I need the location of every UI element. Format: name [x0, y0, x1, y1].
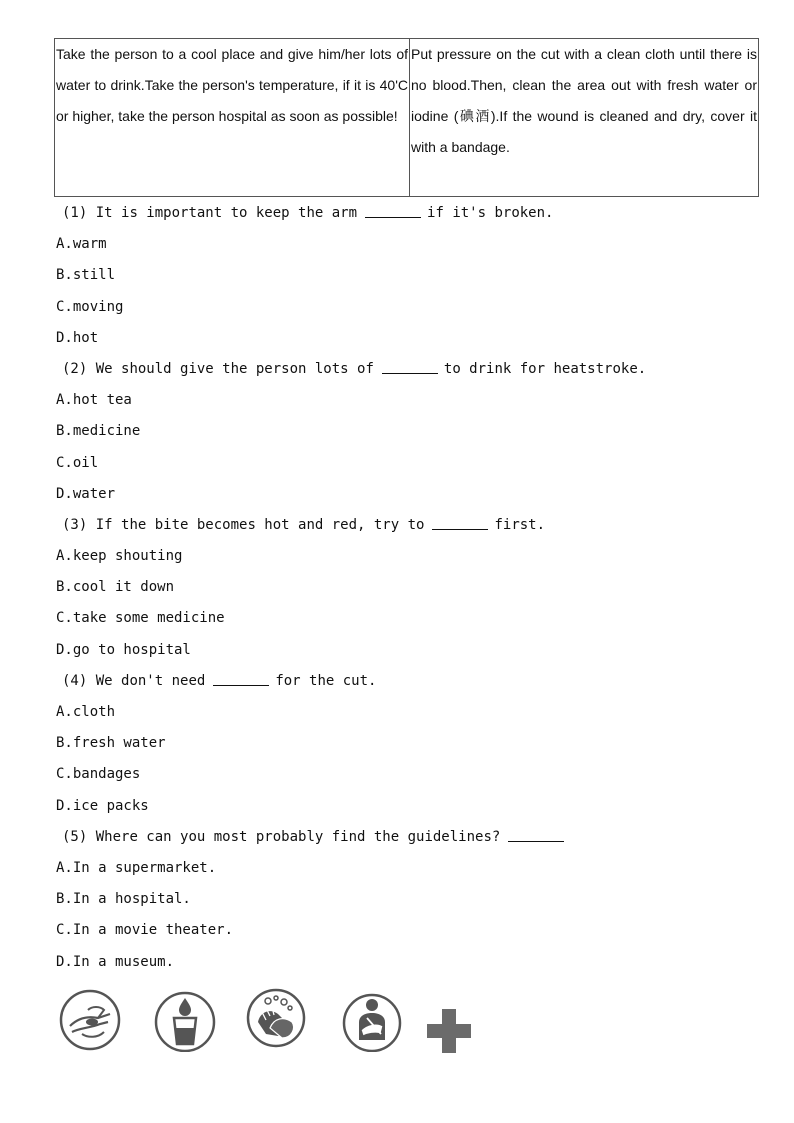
option-b[interactable]: B.In a hospital.	[56, 891, 191, 908]
helping-hands-icon	[58, 988, 122, 1052]
question-stem-end: first.	[494, 516, 546, 533]
answer-blank[interactable]	[508, 827, 564, 842]
option-a[interactable]: A.cloth	[56, 704, 116, 720]
question-stem-end: if it's broken.	[427, 205, 554, 221]
question-stem: We should give the person lots of	[95, 360, 374, 377]
option-b[interactable]: B.fresh water	[56, 735, 166, 752]
option-c[interactable]: C.take some medicine	[56, 610, 225, 627]
question-list	[56, 198, 756, 978]
question-2	[56, 354, 756, 385]
question-number: (5)	[62, 828, 88, 845]
cut-guideline-text: Put pressure on the cut with a clean cloth until there is no blood.Then, clean the area out with fresh water or iodine (碘酒).If the wound is cleaned and dry, cover it with a bandage.	[411, 46, 757, 155]
option-c[interactable]: C.moving	[56, 298, 124, 315]
option-c[interactable]: C.oil	[56, 454, 99, 471]
answer-blank[interactable]	[365, 203, 421, 218]
question-4	[56, 666, 756, 697]
option-d[interactable]: D.go to hospital	[56, 641, 191, 658]
answer-blank[interactable]	[213, 671, 269, 686]
heatstroke-guideline-text: Take the person to a cool place and give him/her lots of water to drink.Take the person's temperature, if it is 40'C or higher, take the person hospital as soon as possible!	[56, 46, 408, 124]
answer-blank[interactable]	[382, 359, 438, 374]
question-stem: If the bite becomes hot and red, try to	[95, 516, 425, 533]
question-number: (2)	[62, 360, 88, 377]
option-a[interactable]: A.keep shouting	[56, 548, 183, 565]
question-5	[56, 822, 756, 853]
washing-hands-icon	[246, 988, 310, 1052]
first-aid-icon-row	[58, 988, 498, 1058]
option-d[interactable]: D.ice packs	[56, 797, 149, 814]
heatstroke-guideline-cell	[55, 39, 410, 197]
question-stem-end: for the cut.	[275, 672, 377, 689]
question-stem: Where can you most probably find the guidelines?	[95, 828, 501, 845]
guidelines-table	[54, 38, 759, 197]
question-3	[56, 510, 756, 541]
first-aid-cross-icon	[426, 1008, 472, 1054]
option-a[interactable]: A.In a supermarket.	[56, 859, 217, 876]
water-glass-icon	[153, 988, 217, 1052]
question-number: (3)	[62, 516, 88, 533]
arm-sling-icon	[341, 988, 405, 1052]
answer-blank[interactable]	[432, 515, 488, 530]
cut-guideline-cell	[410, 39, 759, 197]
question-stem-end: to drink for heatstroke.	[443, 360, 647, 377]
question-number: (1)	[62, 205, 88, 221]
option-d[interactable]: D.water	[56, 485, 116, 502]
option-a[interactable]: A.hot tea	[56, 392, 132, 409]
option-d[interactable]: D.In a museum.	[56, 953, 175, 970]
option-b[interactable]: B.still	[56, 267, 116, 284]
question-stem: It is important to keep the arm	[95, 205, 358, 221]
option-c[interactable]: C.bandages	[56, 766, 141, 783]
question-1	[56, 198, 756, 229]
table-row	[55, 39, 759, 197]
question-number: (4)	[62, 672, 88, 689]
option-c[interactable]: C.In a movie theater.	[56, 922, 234, 939]
option-d[interactable]: D.hot	[56, 329, 99, 346]
option-b[interactable]: B.medicine	[56, 423, 141, 440]
question-stem: We don't need	[95, 672, 206, 689]
option-b[interactable]: B.cool it down	[56, 579, 175, 596]
option-a[interactable]: A.warm	[56, 236, 107, 253]
